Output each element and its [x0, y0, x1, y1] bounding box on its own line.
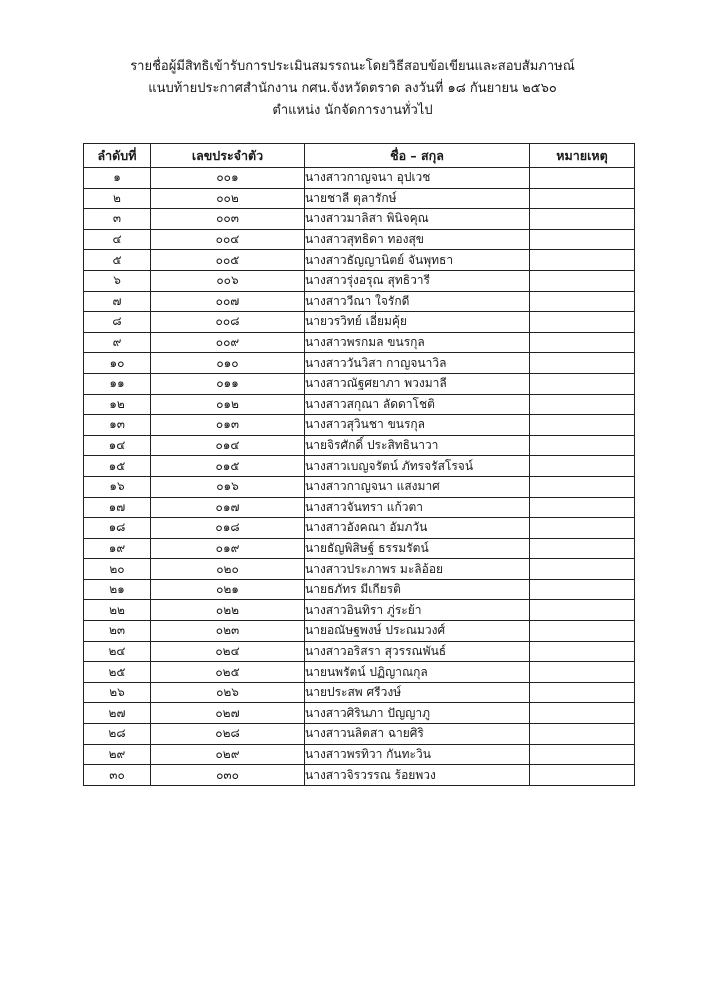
row-note [530, 373, 635, 394]
table-row [84, 497, 635, 518]
row-name: นางสาวสุวินชา ขนรกุล [305, 415, 530, 436]
table-row [84, 209, 635, 230]
table-row [84, 456, 635, 477]
row-name: นางสาววันวิสา กาญจนาวิล [305, 353, 530, 374]
table-row [84, 332, 635, 353]
row-name: นางสาวอินทิรา ภู่ระย้า [305, 600, 530, 621]
table-header-row [84, 144, 635, 168]
row-note [530, 744, 635, 765]
row-id: ๐๑๖ [151, 476, 305, 497]
row-number: ๔ [84, 229, 151, 250]
row-id: ๐๐๗ [151, 291, 305, 312]
row-name: นางสาวพรทิวา กันทะวิน [305, 744, 530, 765]
table-row [84, 250, 635, 271]
row-number: ๒๓ [84, 621, 151, 642]
row-id: ๐๑๓ [151, 415, 305, 436]
row-note [530, 168, 635, 189]
row-number: ๓๐ [84, 765, 151, 786]
row-id: ๐๒๓ [151, 621, 305, 642]
row-number: ๗ [84, 291, 151, 312]
row-id: ๐๑๑ [151, 373, 305, 394]
row-name: นายจิรศักดิ์ ประสิทธินาวา [305, 435, 530, 456]
row-name: นางสาวพรกมล ขนรกุล [305, 332, 530, 353]
row-name: นางสาวศิรินภา ปัญญาภู [305, 703, 530, 724]
row-name: นายชาลี ตุลารักษ์ [305, 188, 530, 209]
row-note [530, 765, 635, 786]
table-row [84, 744, 635, 765]
row-id: ๐๐๖ [151, 270, 305, 291]
row-note [530, 476, 635, 497]
row-note [530, 559, 635, 580]
row-id: ๐๐๕ [151, 250, 305, 271]
row-number: ๒๔ [84, 641, 151, 662]
document-header [0, 56, 705, 122]
row-number: ๙ [84, 332, 151, 353]
row-note [530, 538, 635, 559]
table-row [84, 518, 635, 539]
row-number: ๘ [84, 312, 151, 333]
row-number: ๑๒ [84, 394, 151, 415]
row-name: นายประสพ ศรีวงษ์ [305, 682, 530, 703]
table-row [84, 394, 635, 415]
row-id: ๐๐๓ [151, 209, 305, 230]
row-name: นายอณัษฐพงษ์ ประณมวงศ์ [305, 621, 530, 642]
column-header-note: หมายเหตุ [530, 144, 635, 168]
row-number: ๑๖ [84, 476, 151, 497]
row-name: นางสาวจิรวรรณ ร้อยพวง [305, 765, 530, 786]
row-name: นางสาวอังคณา อัมภวัน [305, 518, 530, 539]
table-body [84, 168, 635, 786]
table-row [84, 538, 635, 559]
header-title: รายชื่อผู้มีสิทธิเข้ารับการประเมินสมรรถนะโดยวิธีสอบข้อเขียนและสอบสัมภาษณ์ [130, 59, 575, 74]
row-number: ๑๕ [84, 456, 151, 477]
row-name: นายวรวิทย์ เอี่ยมคุ้ย [305, 312, 530, 333]
candidate-table [83, 143, 635, 786]
row-note [530, 312, 635, 333]
row-note [530, 641, 635, 662]
table-row [84, 291, 635, 312]
table-row [84, 229, 635, 250]
column-header-name: ชื่อ – สกุล [305, 144, 530, 168]
row-name: นางสาวนลิตสา ฉายศิริ [305, 724, 530, 745]
row-id: ๐๐๔ [151, 229, 305, 250]
table-row [84, 353, 635, 374]
row-id: ๐๑๗ [151, 497, 305, 518]
row-number: ๒๐ [84, 559, 151, 580]
table-row [84, 168, 635, 189]
row-number: ๓ [84, 209, 151, 230]
row-id: ๐๒๔ [151, 641, 305, 662]
row-id: ๐๐๙ [151, 332, 305, 353]
row-note [530, 579, 635, 600]
row-note [530, 415, 635, 436]
row-note [530, 600, 635, 621]
table-row [84, 559, 635, 580]
row-id: ๐๐๑ [151, 168, 305, 189]
row-note [530, 332, 635, 353]
row-number: ๑๑ [84, 373, 151, 394]
table-row [84, 188, 635, 209]
row-id: ๐๒๕ [151, 662, 305, 683]
row-id: ๐๒๘ [151, 724, 305, 745]
row-id: ๐๒๙ [151, 744, 305, 765]
table-row [84, 579, 635, 600]
column-header-id: เลขประจำตัว [151, 144, 305, 168]
table-row [84, 682, 635, 703]
row-number: ๒๙ [84, 744, 151, 765]
table-row [84, 765, 635, 786]
header-position: ตำแหน่ง นักจัดการงานทั่วไป [272, 103, 433, 118]
row-name: นายธภัทร มีเกียรติ [305, 579, 530, 600]
row-note [530, 209, 635, 230]
row-number: ๒๘ [84, 724, 151, 745]
row-note [530, 662, 635, 683]
row-number: ๑๓ [84, 415, 151, 436]
row-number: ๑๘ [84, 518, 151, 539]
row-name: นางสาวมาลิสา พินิจคุณ [305, 209, 530, 230]
row-name: นางสาวกาญจนา อุปเวช [305, 168, 530, 189]
row-id: ๐๑๕ [151, 456, 305, 477]
row-number: ๑๐ [84, 353, 151, 374]
table-row [84, 476, 635, 497]
row-number: ๒๖ [84, 682, 151, 703]
row-name: นางสาวประภาพร มะลิอ้อย [305, 559, 530, 580]
row-name: นางสาวณัฐศยาภา พวงมาลี [305, 373, 530, 394]
row-name: นางสาวกาญจนา แสงมาศ [305, 476, 530, 497]
row-note [530, 353, 635, 374]
row-note [530, 621, 635, 642]
row-id: ๐๑๔ [151, 435, 305, 456]
row-note [530, 497, 635, 518]
row-id: ๐๑๙ [151, 538, 305, 559]
row-name: นางสาวจันทรา แก้วตา [305, 497, 530, 518]
row-number: ๖ [84, 270, 151, 291]
row-note [530, 229, 635, 250]
row-number: ๑๔ [84, 435, 151, 456]
table-row [84, 435, 635, 456]
row-note [530, 518, 635, 539]
row-note [530, 250, 635, 271]
row-id: ๐๑๐ [151, 353, 305, 374]
table-row [84, 415, 635, 436]
row-id: ๐๒๖ [151, 682, 305, 703]
row-id: ๐๒๐ [151, 559, 305, 580]
row-number: ๒๗ [84, 703, 151, 724]
row-name: นางสาวธัญญานิตย์ จันพุทธา [305, 250, 530, 271]
row-name: นายนพรัตน์ ปฏิญาณกุล [305, 662, 530, 683]
table-row [84, 373, 635, 394]
row-number: ๒ [84, 188, 151, 209]
row-name: นางสาวสุทธิดา ทองสุข [305, 229, 530, 250]
row-id: ๐๒๒ [151, 600, 305, 621]
table-row [84, 724, 635, 745]
row-note [530, 724, 635, 745]
row-name: นายธัญพิสิษฐ์ ธรรมรัตน์ [305, 538, 530, 559]
column-header-number: ลำดับที่ [84, 144, 151, 168]
row-note [530, 703, 635, 724]
row-note [530, 682, 635, 703]
row-id: ๐๐๘ [151, 312, 305, 333]
row-id: ๐๐๒ [151, 188, 305, 209]
row-number: ๑๗ [84, 497, 151, 518]
row-name: นางสาวเบญจรัตน์ ภัทรจรัสโรจน์ [305, 456, 530, 477]
table-row [84, 312, 635, 333]
row-id: ๐๒๗ [151, 703, 305, 724]
row-id: ๐๑๘ [151, 518, 305, 539]
row-name: นางสาวอริสรา สุวรรณพันธ์ [305, 641, 530, 662]
row-note [530, 270, 635, 291]
row-number: ๒๕ [84, 662, 151, 683]
row-id: ๐๓๐ [151, 765, 305, 786]
header-announcement-reference: แนบท้ายประกาศสำนักงาน กศน.จังหวัดตราด ลงวันที่ ๑๘ กันยายน ๒๕๖๐ [148, 81, 557, 96]
row-note [530, 435, 635, 456]
table-row [84, 641, 635, 662]
row-id: ๐๒๑ [151, 579, 305, 600]
row-name: นางสาวสกุณา ลัดดาโชติ [305, 394, 530, 415]
row-number: ๑๙ [84, 538, 151, 559]
row-number: ๕ [84, 250, 151, 271]
row-note [530, 456, 635, 477]
table-row [84, 600, 635, 621]
row-id: ๐๑๒ [151, 394, 305, 415]
row-note [530, 291, 635, 312]
table-row [84, 270, 635, 291]
row-name: นางสาวรุ่งอรุณ สุทธิวารี [305, 270, 530, 291]
table-row [84, 703, 635, 724]
table-row [84, 662, 635, 683]
row-note [530, 188, 635, 209]
row-note [530, 394, 635, 415]
row-number: ๒๑ [84, 579, 151, 600]
row-name: นางสาววีณา ใจรักดี [305, 291, 530, 312]
row-number: ๑ [84, 168, 151, 189]
table-row [84, 621, 635, 642]
row-number: ๒๒ [84, 600, 151, 621]
